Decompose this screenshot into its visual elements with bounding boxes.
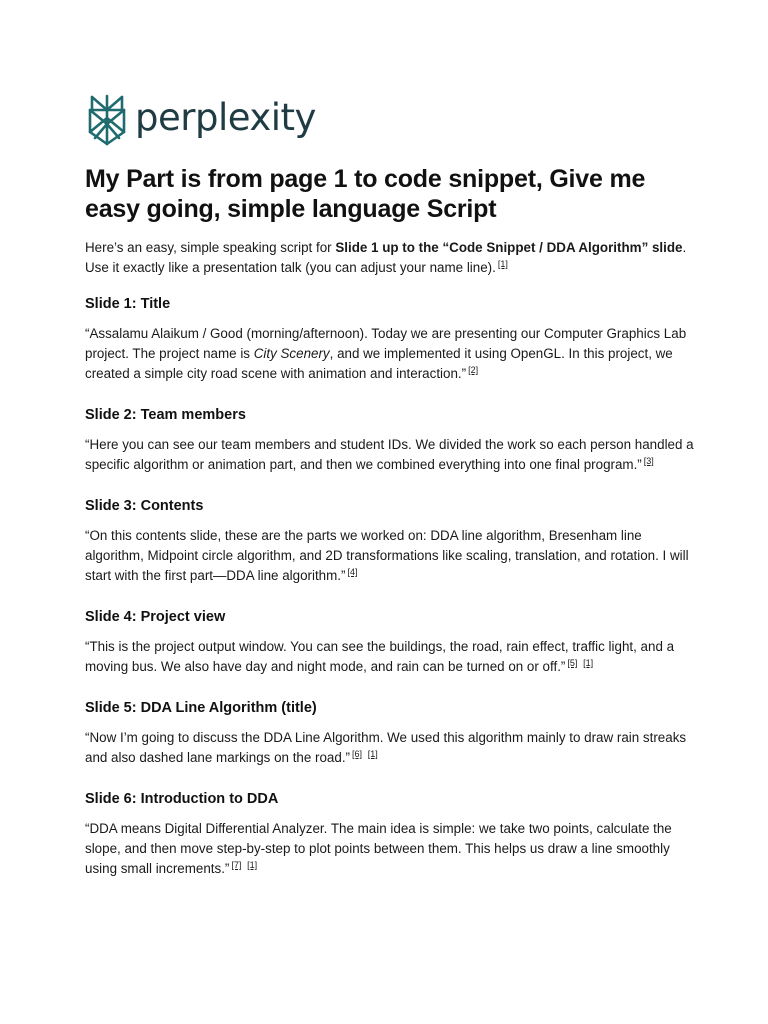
slide-section xyxy=(85,295,695,384)
document-page xyxy=(85,92,695,879)
citation-link[interactable]: [1] xyxy=(497,259,508,269)
section-text xyxy=(85,435,695,475)
slide-section xyxy=(85,699,695,768)
citation-link[interactable]: [3] xyxy=(643,456,654,466)
citation-link[interactable]: [6] xyxy=(352,749,363,759)
citation-link[interactable]: [2] xyxy=(468,365,479,375)
section-text-body: “This is the project output window. You can see the buildings, the road, rain effect, traffic light, and a moving bus. We also have day and night mode, and rain can be turned on or off.” xyxy=(85,639,675,674)
citation-link[interactable]: [1] xyxy=(247,860,258,870)
section-text-pre: “Assalamu Alaikum / Good (morning/afternoon). Today we are presenting our Computer Graphics Lab project. The project name is xyxy=(85,326,687,361)
section-text-body: “On this contents slide, these are the parts we worked on: DDA line algorithm, Bresenham line algorithm, Midpoint circle algorithm, and 2D transformations like scaling, translation, and rotation. I will start with the first part—DDA line algorithm.” xyxy=(85,528,689,583)
section-text xyxy=(85,637,695,677)
citation-link[interactable]: [7] xyxy=(231,860,242,870)
citation-link[interactable]: [4] xyxy=(347,567,358,577)
section-text-post: , and we implemented it using OpenGL. In this project, we created a simple city road scene with animation and interaction.” xyxy=(85,346,673,381)
section-text xyxy=(85,526,695,586)
section-text-italic: City Scenery xyxy=(253,346,330,361)
slide-section xyxy=(85,406,695,475)
intro-paragraph xyxy=(85,238,695,278)
section-citations xyxy=(345,568,357,583)
section-heading: Slide 2: Team members xyxy=(85,407,246,423)
slide-sections xyxy=(85,295,695,879)
section-text xyxy=(85,819,695,879)
section-heading: Slide 5: DDA Line Algorithm (title) xyxy=(85,700,317,716)
section-citations xyxy=(350,750,378,765)
citation-link[interactable]: [5] xyxy=(567,658,578,668)
section-heading: Slide 4: Project view xyxy=(85,609,226,625)
citation-link[interactable]: [1] xyxy=(367,749,378,759)
section-citations xyxy=(466,366,478,381)
section-text xyxy=(85,728,695,768)
section-text-body: “Here you can see our team members and student IDs. We divided the work so each person handled a specific algorithm or animation part, and then we combined everything into one final program.” xyxy=(85,437,694,472)
section-citations xyxy=(229,861,257,876)
perplexity-logo-icon xyxy=(85,94,129,146)
document-title: My Part is from page 1 to code snippet, Give me easy going, simple language Script xyxy=(85,165,646,223)
section-text-body: “Now I’m going to discuss the DDA Line Algorithm. We used this algorithm mainly to draw rain streaks and also dashed lane markings on the road.” xyxy=(85,730,687,765)
intro-citations xyxy=(496,260,508,275)
slide-section xyxy=(85,608,695,677)
slide-section xyxy=(85,497,695,586)
section-citations xyxy=(565,659,593,674)
section-heading: Slide 3: Contents xyxy=(85,498,204,514)
section-citations xyxy=(642,457,654,472)
intro-text-post: . Use it exactly like a presentation talk (you can adjust your name line). xyxy=(85,240,687,275)
intro-text-pre: Here’s an easy, simple speaking script for xyxy=(85,240,336,255)
section-text-body: “DDA means Digital Differential Analyzer. The main idea is simple: we take two points, calculate the slope, and then move step-by-step to plot points between them. This helps us draw a line smoothly using small increments.” xyxy=(85,821,672,876)
section-text xyxy=(85,324,695,384)
perplexity-logo xyxy=(85,92,695,148)
intro-text-bold: Slide 1 up to the “Code Snippet / DDA Algorithm” slide xyxy=(335,240,683,255)
citation-link[interactable]: [1] xyxy=(583,658,594,668)
section-heading: Slide 6: Introduction to DDA xyxy=(85,791,279,807)
section-heading: Slide 1: Title xyxy=(85,296,171,312)
perplexity-wordmark: perplexity xyxy=(135,95,316,139)
slide-section xyxy=(85,790,695,879)
